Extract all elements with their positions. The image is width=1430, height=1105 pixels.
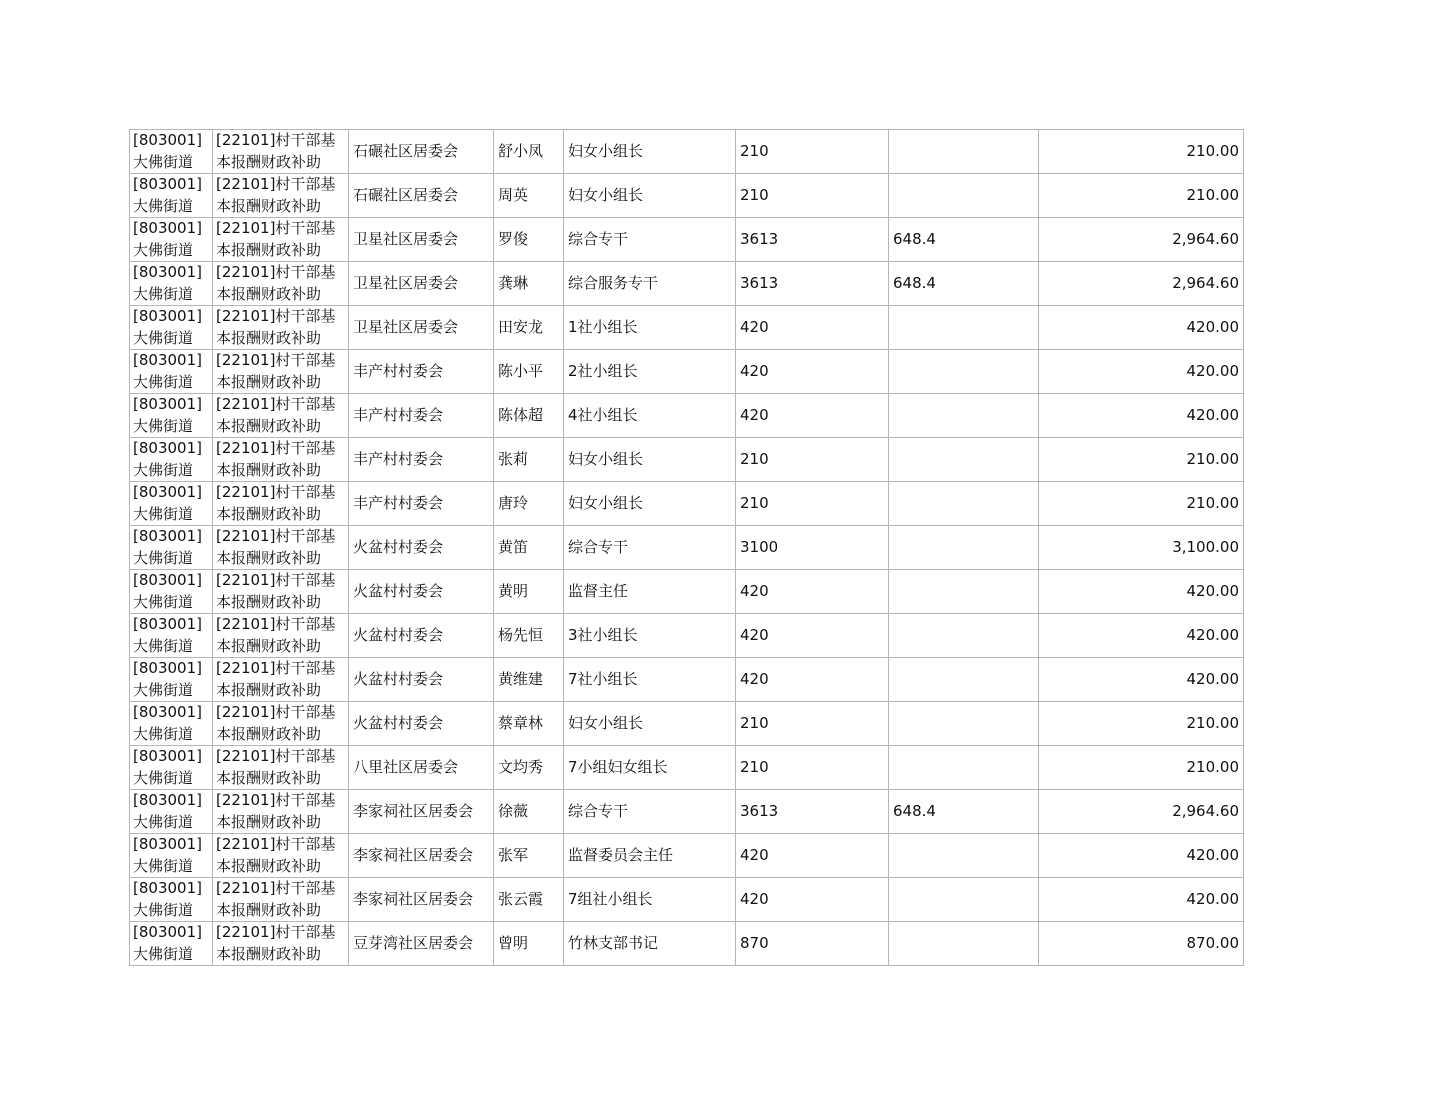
name-cell: 舒小凤 bbox=[494, 130, 564, 174]
org-cell bbox=[130, 878, 213, 922]
position-cell: 综合专干 bbox=[564, 526, 736, 570]
project-cell-line: [22101]村干部基 bbox=[216, 395, 336, 413]
base-amount-cell: 3613 bbox=[736, 790, 889, 834]
org-cell bbox=[130, 658, 213, 702]
position-cell: 7小组妇女组长 bbox=[564, 746, 736, 790]
project-cell-line: [22101]村干部基 bbox=[216, 175, 336, 193]
base-amount-cell: 210 bbox=[736, 130, 889, 174]
project-cell-line: 本报酬财政补助 bbox=[216, 768, 322, 787]
org-cell-line: [803001] bbox=[133, 131, 202, 149]
deduction-cell bbox=[889, 482, 1039, 526]
position-cell: 1社小组长 bbox=[564, 306, 736, 350]
org-cell-line: 大佛街道 bbox=[133, 724, 194, 743]
base-amount-cell: 420 bbox=[736, 658, 889, 702]
amount-cell: 210.00 bbox=[1039, 438, 1244, 482]
org-cell-line: [803001] bbox=[133, 923, 202, 941]
org-cell bbox=[130, 526, 213, 570]
table-row bbox=[130, 570, 1244, 614]
position-cell: 妇女小组长 bbox=[564, 438, 736, 482]
project-cell bbox=[213, 702, 349, 746]
position-cell: 2社小组长 bbox=[564, 350, 736, 394]
unit-cell: 石碾社区居委会 bbox=[349, 130, 494, 174]
amount-cell: 210.00 bbox=[1039, 482, 1244, 526]
project-cell-line: [22101]村干部基 bbox=[216, 879, 336, 897]
org-cell-line: 大佛街道 bbox=[133, 768, 194, 787]
table-row bbox=[130, 350, 1244, 394]
unit-cell: 石碾社区居委会 bbox=[349, 174, 494, 218]
project-cell-line: [22101]村干部基 bbox=[216, 923, 336, 941]
deduction-cell bbox=[889, 614, 1039, 658]
table-row bbox=[130, 614, 1244, 658]
project-cell bbox=[213, 394, 349, 438]
project-cell-line: 本报酬财政补助 bbox=[216, 548, 322, 567]
org-cell-line: 大佛街道 bbox=[133, 900, 194, 919]
project-cell-line: 本报酬财政补助 bbox=[216, 284, 322, 303]
org-cell-line: 大佛街道 bbox=[133, 284, 194, 303]
base-amount-cell: 210 bbox=[736, 482, 889, 526]
project-cell-line: 本报酬财政补助 bbox=[216, 460, 322, 479]
name-cell: 唐玲 bbox=[494, 482, 564, 526]
project-cell-line: 本报酬财政补助 bbox=[216, 724, 322, 743]
project-cell-line: 本报酬财政补助 bbox=[216, 416, 322, 435]
name-cell: 文均秀 bbox=[494, 746, 564, 790]
org-cell-line: [803001] bbox=[133, 835, 202, 853]
org-cell-line: [803001] bbox=[133, 879, 202, 897]
project-cell-line: 本报酬财政补助 bbox=[216, 152, 322, 171]
org-cell-line: [803001] bbox=[133, 483, 202, 501]
project-cell-line: 本报酬财政补助 bbox=[216, 856, 322, 875]
project-cell-line: [22101]村干部基 bbox=[216, 747, 336, 765]
table-row bbox=[130, 526, 1244, 570]
project-cell-line: [22101]村干部基 bbox=[216, 439, 336, 457]
table-row bbox=[130, 702, 1244, 746]
table-row bbox=[130, 834, 1244, 878]
org-cell-line: 大佛街道 bbox=[133, 372, 194, 391]
deduction-cell bbox=[889, 746, 1039, 790]
base-amount-cell: 3100 bbox=[736, 526, 889, 570]
project-cell bbox=[213, 570, 349, 614]
base-amount-cell: 870 bbox=[736, 922, 889, 966]
amount-cell: 210.00 bbox=[1039, 174, 1244, 218]
project-cell-line: [22101]村干部基 bbox=[216, 791, 336, 809]
project-cell-line: [22101]村干部基 bbox=[216, 659, 336, 677]
org-cell-line: [803001] bbox=[133, 395, 202, 413]
amount-cell: 210.00 bbox=[1039, 130, 1244, 174]
base-amount-cell: 420 bbox=[736, 306, 889, 350]
name-cell: 陈小平 bbox=[494, 350, 564, 394]
base-amount-cell: 210 bbox=[736, 702, 889, 746]
project-cell-line: 本报酬财政补助 bbox=[216, 592, 322, 611]
name-cell: 黄笛 bbox=[494, 526, 564, 570]
org-cell bbox=[130, 790, 213, 834]
base-amount-cell: 420 bbox=[736, 394, 889, 438]
project-cell-line: 本报酬财政补助 bbox=[216, 944, 322, 963]
project-cell-line: 本报酬财政补助 bbox=[216, 196, 322, 215]
unit-cell: 豆芽湾社区居委会 bbox=[349, 922, 494, 966]
position-cell: 妇女小组长 bbox=[564, 174, 736, 218]
org-cell-line: 大佛街道 bbox=[133, 240, 194, 259]
unit-cell: 火盆村村委会 bbox=[349, 570, 494, 614]
amount-cell: 420.00 bbox=[1039, 878, 1244, 922]
name-cell: 龚琳 bbox=[494, 262, 564, 306]
deduction-cell bbox=[889, 922, 1039, 966]
org-cell-line: [803001] bbox=[133, 659, 202, 677]
project-cell-line: 本报酬财政补助 bbox=[216, 812, 322, 831]
unit-cell: 八里社区居委会 bbox=[349, 746, 494, 790]
unit-cell: 丰产村村委会 bbox=[349, 482, 494, 526]
table-row bbox=[130, 790, 1244, 834]
org-cell-line: 大佛街道 bbox=[133, 856, 194, 875]
name-cell: 蔡章林 bbox=[494, 702, 564, 746]
deduction-cell bbox=[889, 526, 1039, 570]
project-cell bbox=[213, 614, 349, 658]
org-cell-line: 大佛街道 bbox=[133, 460, 194, 479]
project-cell-line: [22101]村干部基 bbox=[216, 703, 336, 721]
org-cell-line: 大佛街道 bbox=[133, 636, 194, 655]
org-cell bbox=[130, 350, 213, 394]
amount-cell: 210.00 bbox=[1039, 746, 1244, 790]
amount-cell: 420.00 bbox=[1039, 614, 1244, 658]
project-cell bbox=[213, 526, 349, 570]
position-cell: 综合服务专干 bbox=[564, 262, 736, 306]
position-cell: 7组社小组长 bbox=[564, 878, 736, 922]
table-row bbox=[130, 922, 1244, 966]
project-cell bbox=[213, 658, 349, 702]
deduction-cell bbox=[889, 658, 1039, 702]
amount-cell: 420.00 bbox=[1039, 570, 1244, 614]
amount-cell: 420.00 bbox=[1039, 350, 1244, 394]
unit-cell: 李家祠社区居委会 bbox=[349, 834, 494, 878]
org-cell-line: [803001] bbox=[133, 351, 202, 369]
org-cell bbox=[130, 746, 213, 790]
org-cell-line: 大佛街道 bbox=[133, 548, 194, 567]
project-cell-line: 本报酬财政补助 bbox=[216, 240, 322, 259]
base-amount-cell: 210 bbox=[736, 438, 889, 482]
base-amount-cell: 3613 bbox=[736, 262, 889, 306]
project-cell-line: 本报酬财政补助 bbox=[216, 900, 322, 919]
project-cell bbox=[213, 262, 349, 306]
table-row bbox=[130, 262, 1244, 306]
base-amount-cell: 3613 bbox=[736, 218, 889, 262]
amount-cell: 420.00 bbox=[1039, 394, 1244, 438]
org-cell-line: [803001] bbox=[133, 527, 202, 545]
project-cell bbox=[213, 350, 349, 394]
name-cell: 陈体超 bbox=[494, 394, 564, 438]
position-cell: 7社小组长 bbox=[564, 658, 736, 702]
table-row bbox=[130, 878, 1244, 922]
name-cell: 张军 bbox=[494, 834, 564, 878]
deduction-cell bbox=[889, 878, 1039, 922]
name-cell: 徐薇 bbox=[494, 790, 564, 834]
name-cell: 张莉 bbox=[494, 438, 564, 482]
org-cell-line: [803001] bbox=[133, 263, 202, 281]
org-cell-line: [803001] bbox=[133, 439, 202, 457]
unit-cell: 卫星社区居委会 bbox=[349, 306, 494, 350]
base-amount-cell: 210 bbox=[736, 746, 889, 790]
table-row bbox=[130, 658, 1244, 702]
amount-cell: 210.00 bbox=[1039, 702, 1244, 746]
project-cell bbox=[213, 878, 349, 922]
base-amount-cell: 420 bbox=[736, 350, 889, 394]
amount-cell: 420.00 bbox=[1039, 658, 1244, 702]
unit-cell: 火盆村村委会 bbox=[349, 658, 494, 702]
table-body bbox=[130, 130, 1244, 966]
table-row bbox=[130, 438, 1244, 482]
org-cell-line: [803001] bbox=[133, 307, 202, 325]
unit-cell: 李家祠社区居委会 bbox=[349, 878, 494, 922]
payroll-table bbox=[129, 129, 1244, 966]
org-cell-line: [803001] bbox=[133, 791, 202, 809]
project-cell bbox=[213, 922, 349, 966]
name-cell: 周英 bbox=[494, 174, 564, 218]
project-cell-line: [22101]村干部基 bbox=[216, 307, 336, 325]
org-cell-line: 大佛街道 bbox=[133, 812, 194, 831]
project-cell-line: [22101]村干部基 bbox=[216, 835, 336, 853]
project-cell bbox=[213, 482, 349, 526]
unit-cell: 李家祠社区居委会 bbox=[349, 790, 494, 834]
amount-cell: 2,964.60 bbox=[1039, 262, 1244, 306]
amount-cell: 420.00 bbox=[1039, 834, 1244, 878]
project-cell bbox=[213, 174, 349, 218]
base-amount-cell: 420 bbox=[736, 614, 889, 658]
deduction-cell bbox=[889, 174, 1039, 218]
amount-cell: 2,964.60 bbox=[1039, 790, 1244, 834]
deduction-cell bbox=[889, 350, 1039, 394]
project-cell bbox=[213, 746, 349, 790]
project-cell-line: 本报酬财政补助 bbox=[216, 504, 322, 523]
amount-cell: 870.00 bbox=[1039, 922, 1244, 966]
unit-cell: 火盆村村委会 bbox=[349, 614, 494, 658]
position-cell: 3社小组长 bbox=[564, 614, 736, 658]
org-cell bbox=[130, 130, 213, 174]
position-cell: 4社小组长 bbox=[564, 394, 736, 438]
project-cell-line: 本报酬财政补助 bbox=[216, 636, 322, 655]
deduction-cell bbox=[889, 438, 1039, 482]
org-cell bbox=[130, 174, 213, 218]
base-amount-cell: 420 bbox=[736, 570, 889, 614]
name-cell: 黄明 bbox=[494, 570, 564, 614]
org-cell bbox=[130, 218, 213, 262]
amount-cell: 2,964.60 bbox=[1039, 218, 1244, 262]
table-row bbox=[130, 394, 1244, 438]
deduction-cell bbox=[889, 394, 1039, 438]
table-row bbox=[130, 746, 1244, 790]
table-row bbox=[130, 306, 1244, 350]
name-cell: 罗俊 bbox=[494, 218, 564, 262]
project-cell bbox=[213, 438, 349, 482]
project-cell-line: [22101]村干部基 bbox=[216, 131, 336, 149]
org-cell-line: 大佛街道 bbox=[133, 152, 194, 171]
project-cell-line: [22101]村干部基 bbox=[216, 483, 336, 501]
position-cell: 监督委员会主任 bbox=[564, 834, 736, 878]
org-cell-line: [803001] bbox=[133, 615, 202, 633]
org-cell bbox=[130, 262, 213, 306]
org-cell-line: [803001] bbox=[133, 175, 202, 193]
org-cell-line: [803001] bbox=[133, 703, 202, 721]
project-cell-line: [22101]村干部基 bbox=[216, 571, 336, 589]
org-cell bbox=[130, 834, 213, 878]
project-cell-line: 本报酬财政补助 bbox=[216, 680, 322, 699]
name-cell: 田安龙 bbox=[494, 306, 564, 350]
deduction-cell: 648.4 bbox=[889, 790, 1039, 834]
org-cell-line: 大佛街道 bbox=[133, 592, 194, 611]
org-cell bbox=[130, 438, 213, 482]
base-amount-cell: 420 bbox=[736, 878, 889, 922]
org-cell-line: 大佛街道 bbox=[133, 680, 194, 699]
org-cell bbox=[130, 614, 213, 658]
org-cell bbox=[130, 702, 213, 746]
unit-cell: 丰产村村委会 bbox=[349, 350, 494, 394]
name-cell: 杨先恒 bbox=[494, 614, 564, 658]
unit-cell: 丰产村村委会 bbox=[349, 438, 494, 482]
org-cell-line: 大佛街道 bbox=[133, 196, 194, 215]
unit-cell: 卫星社区居委会 bbox=[349, 262, 494, 306]
project-cell-line: [22101]村干部基 bbox=[216, 351, 336, 369]
project-cell-line: [22101]村干部基 bbox=[216, 615, 336, 633]
unit-cell: 火盆村村委会 bbox=[349, 702, 494, 746]
org-cell-line: 大佛街道 bbox=[133, 328, 194, 347]
deduction-cell bbox=[889, 306, 1039, 350]
project-cell bbox=[213, 130, 349, 174]
deduction-cell bbox=[889, 702, 1039, 746]
deduction-cell: 648.4 bbox=[889, 218, 1039, 262]
table-row bbox=[130, 130, 1244, 174]
amount-cell: 3,100.00 bbox=[1039, 526, 1244, 570]
project-cell bbox=[213, 790, 349, 834]
org-cell-line: [803001] bbox=[133, 219, 202, 237]
project-cell-line: [22101]村干部基 bbox=[216, 263, 336, 281]
position-cell: 妇女小组长 bbox=[564, 482, 736, 526]
unit-cell: 丰产村村委会 bbox=[349, 394, 494, 438]
org-cell bbox=[130, 306, 213, 350]
org-cell bbox=[130, 394, 213, 438]
name-cell: 曾明 bbox=[494, 922, 564, 966]
unit-cell: 火盆村村委会 bbox=[349, 526, 494, 570]
name-cell: 张云霞 bbox=[494, 878, 564, 922]
amount-cell: 420.00 bbox=[1039, 306, 1244, 350]
deduction-cell bbox=[889, 570, 1039, 614]
table-row bbox=[130, 218, 1244, 262]
position-cell: 妇女小组长 bbox=[564, 130, 736, 174]
org-cell-line: [803001] bbox=[133, 571, 202, 589]
table-row bbox=[130, 482, 1244, 526]
position-cell: 监督主任 bbox=[564, 570, 736, 614]
unit-cell: 卫星社区居委会 bbox=[349, 218, 494, 262]
position-cell: 综合专干 bbox=[564, 790, 736, 834]
org-cell bbox=[130, 482, 213, 526]
project-cell bbox=[213, 834, 349, 878]
deduction-cell bbox=[889, 834, 1039, 878]
position-cell: 妇女小组长 bbox=[564, 702, 736, 746]
base-amount-cell: 210 bbox=[736, 174, 889, 218]
project-cell-line: [22101]村干部基 bbox=[216, 527, 336, 545]
position-cell: 综合专干 bbox=[564, 218, 736, 262]
org-cell bbox=[130, 570, 213, 614]
deduction-cell: 648.4 bbox=[889, 262, 1039, 306]
org-cell-line: 大佛街道 bbox=[133, 416, 194, 435]
project-cell-line: [22101]村干部基 bbox=[216, 219, 336, 237]
position-cell: 竹林支部书记 bbox=[564, 922, 736, 966]
base-amount-cell: 420 bbox=[736, 834, 889, 878]
project-cell bbox=[213, 218, 349, 262]
project-cell-line: 本报酬财政补助 bbox=[216, 372, 322, 391]
org-cell-line: 大佛街道 bbox=[133, 944, 194, 963]
org-cell-line: 大佛街道 bbox=[133, 504, 194, 523]
org-cell bbox=[130, 922, 213, 966]
org-cell-line: [803001] bbox=[133, 747, 202, 765]
table-row bbox=[130, 174, 1244, 218]
name-cell: 黄维建 bbox=[494, 658, 564, 702]
project-cell bbox=[213, 306, 349, 350]
project-cell-line: 本报酬财政补助 bbox=[216, 328, 322, 347]
deduction-cell bbox=[889, 130, 1039, 174]
